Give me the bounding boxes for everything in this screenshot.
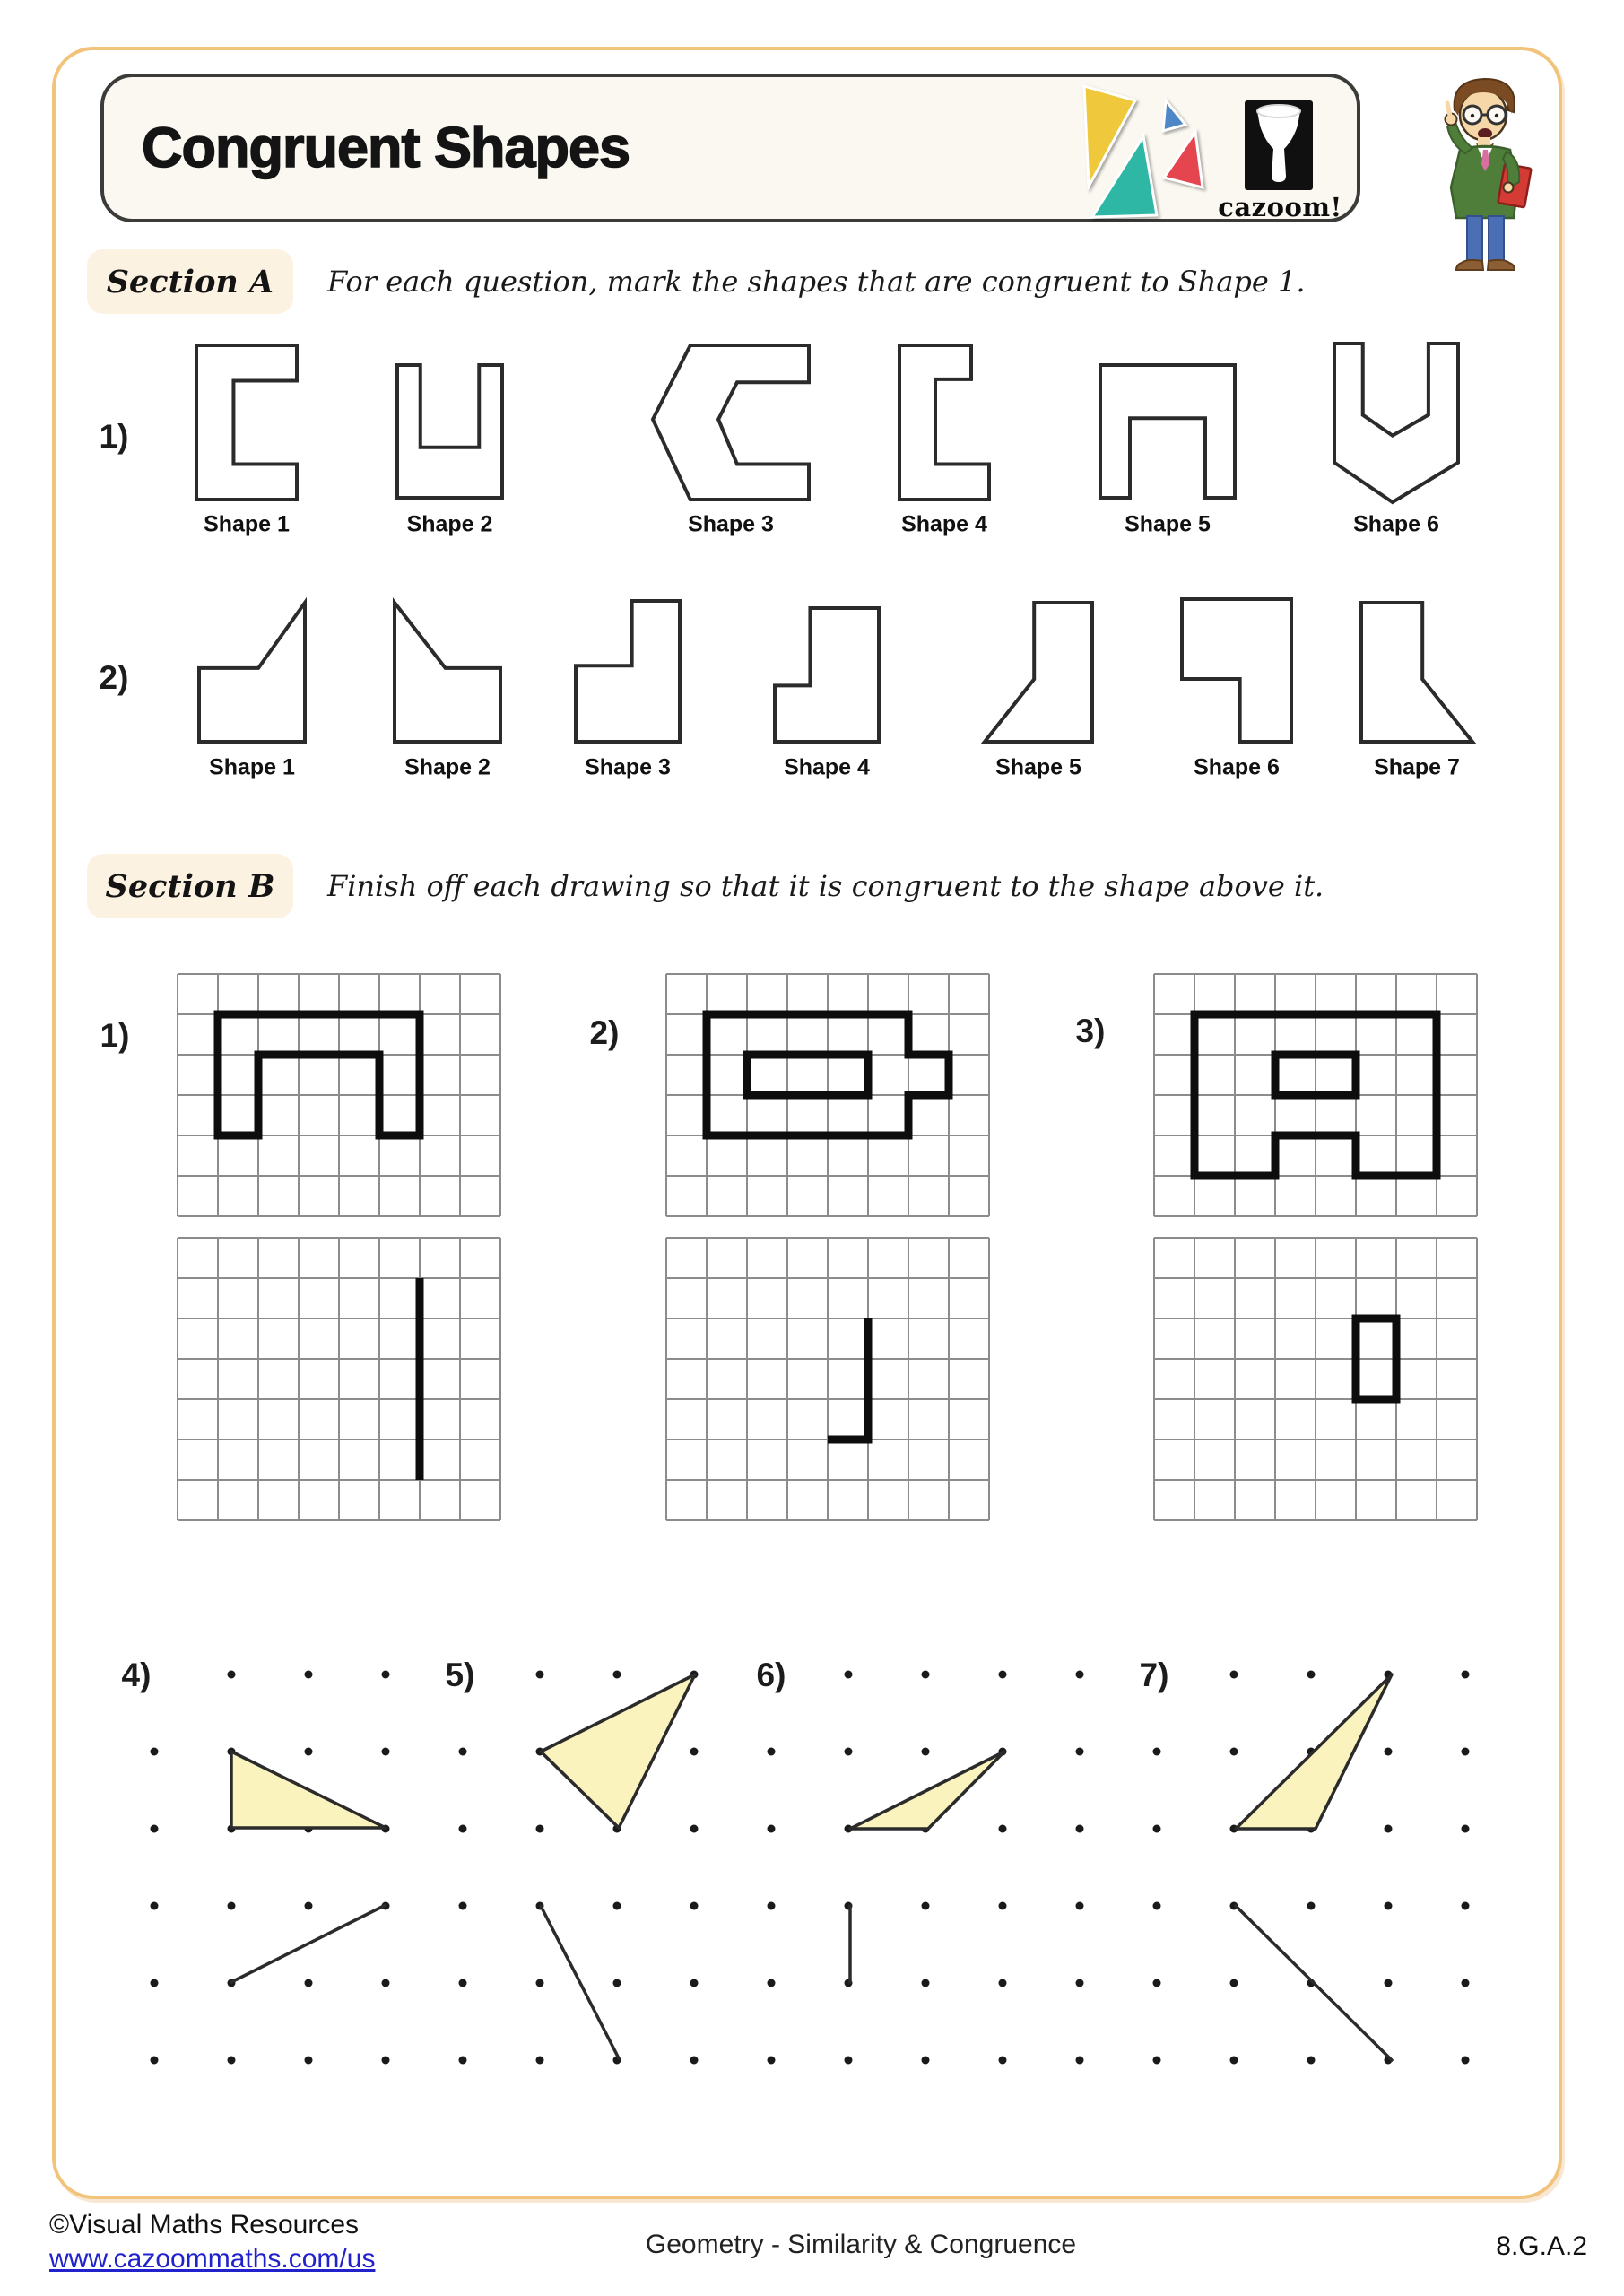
grid-dot bbox=[1385, 1902, 1393, 1910]
grid-dot bbox=[1462, 2057, 1470, 2065]
grid-dot bbox=[1385, 1979, 1393, 1987]
grid-dot bbox=[151, 2057, 159, 2065]
grid-dot bbox=[151, 1902, 159, 1910]
partial-segment[interactable] bbox=[231, 1905, 386, 1982]
triangle-shape bbox=[231, 1752, 386, 1828]
question-number: 2) bbox=[99, 659, 129, 696]
grid-dot bbox=[768, 1825, 776, 1833]
shape-label: Shape 5 bbox=[995, 754, 1081, 780]
grid-dot bbox=[305, 1748, 313, 1756]
grid-dot bbox=[1230, 1979, 1238, 1987]
logo-triangles-icon bbox=[1084, 86, 1203, 217]
grid-dot bbox=[1230, 1671, 1238, 1679]
congruence-shape[interactable] bbox=[653, 345, 809, 500]
section-b-instruction: Finish off each drawing so that it is congruent to the shape above it. bbox=[327, 869, 1324, 903]
grid-dot bbox=[382, 2057, 390, 2065]
grid-dot bbox=[690, 1902, 699, 1910]
grid-dot bbox=[536, 1979, 544, 1987]
question-number: 6) bbox=[756, 1657, 786, 1693]
grid-dot bbox=[382, 1979, 390, 1987]
grid-dot bbox=[768, 1748, 776, 1756]
congruence-shape[interactable] bbox=[1361, 603, 1472, 742]
partial-segment[interactable] bbox=[541, 1906, 619, 2058]
grid-dot bbox=[1076, 1825, 1084, 1833]
grid-dot bbox=[1076, 1671, 1084, 1679]
congruence-shape[interactable] bbox=[397, 365, 502, 498]
grid-dot bbox=[228, 2057, 236, 2065]
grid-dot bbox=[613, 1979, 621, 1987]
congruence-shape[interactable] bbox=[1182, 599, 1291, 742]
shape-label: Shape 3 bbox=[688, 511, 774, 537]
grid-dot bbox=[1385, 1825, 1393, 1833]
congruence-shape[interactable] bbox=[196, 345, 297, 500]
grid-dot bbox=[922, 2057, 930, 2065]
shape-label: Shape 5 bbox=[1125, 511, 1211, 537]
grid-dot bbox=[305, 1902, 313, 1910]
grid-dot bbox=[768, 2057, 776, 2065]
grid-dot bbox=[1307, 1671, 1316, 1679]
grid-dot bbox=[305, 1979, 313, 1987]
congruence-shape[interactable] bbox=[1334, 344, 1458, 502]
teacher-illustration bbox=[1446, 79, 1532, 270]
grid-dot bbox=[1462, 1825, 1470, 1833]
question-number: 3) bbox=[1075, 1013, 1106, 1049]
grid-dot bbox=[1076, 1748, 1084, 1756]
question-number: 1) bbox=[99, 418, 129, 455]
brand-wordmark: cazoom! bbox=[1218, 192, 1342, 222]
page-title: Congruent Shapes bbox=[142, 117, 630, 179]
grid-dot bbox=[459, 2057, 467, 2065]
square-grid[interactable] bbox=[178, 1238, 500, 1520]
question-number: 5) bbox=[445, 1657, 475, 1693]
triangle-shape bbox=[1236, 1674, 1392, 1829]
grid-dot bbox=[1462, 1902, 1470, 1910]
congruence-shape[interactable] bbox=[1100, 365, 1235, 498]
question-number: 4) bbox=[121, 1657, 152, 1693]
grid-dot bbox=[1230, 1748, 1238, 1756]
grid-dot bbox=[999, 1979, 1007, 1987]
grid-dot bbox=[922, 1671, 930, 1679]
grid-dot bbox=[999, 2057, 1007, 2065]
section-a-instruction: For each question, mark the shapes that are congruent to Shape 1. bbox=[327, 265, 1306, 299]
grid-dot bbox=[845, 1748, 853, 1756]
grid-dot bbox=[1153, 1902, 1161, 1910]
question-number: 1) bbox=[100, 1017, 130, 1054]
grid-dot bbox=[1153, 1748, 1161, 1756]
grid-dot bbox=[459, 1979, 467, 1987]
grid-dot bbox=[228, 1902, 236, 1910]
partial-segment[interactable] bbox=[1236, 1906, 1392, 2060]
grid-dot bbox=[151, 1825, 159, 1833]
grid-dot bbox=[1076, 2057, 1084, 2065]
congruence-shape[interactable] bbox=[576, 601, 680, 742]
grid-dot bbox=[768, 1979, 776, 1987]
grid-dot bbox=[1153, 1825, 1161, 1833]
shape-label: Shape 4 bbox=[784, 754, 870, 780]
grid-dot bbox=[536, 2057, 544, 2065]
shape-label: Shape 6 bbox=[1194, 754, 1280, 780]
question-number: 2) bbox=[589, 1014, 620, 1051]
shape-label: Shape 1 bbox=[209, 754, 295, 780]
grid-dot bbox=[1230, 2057, 1238, 2065]
grid-dot bbox=[999, 1671, 1007, 1679]
grid-dot bbox=[922, 1748, 930, 1756]
square-grid[interactable] bbox=[1154, 1238, 1477, 1520]
shape-label: Shape 7 bbox=[1374, 754, 1460, 780]
grid-dot bbox=[459, 1825, 467, 1833]
grid-dot bbox=[1153, 1979, 1161, 1987]
grid-dot bbox=[1076, 1979, 1084, 1987]
section-b-label: Section B bbox=[87, 854, 293, 918]
grid-shape[interactable] bbox=[218, 1014, 420, 1135]
grid-dot bbox=[305, 1671, 313, 1679]
grid-dot bbox=[382, 1748, 390, 1756]
grid-dot bbox=[768, 1902, 776, 1910]
grid-dot bbox=[845, 2057, 853, 2065]
grid-dot bbox=[459, 1902, 467, 1910]
grid-dot bbox=[382, 1671, 390, 1679]
shape-label: Shape 1 bbox=[204, 511, 290, 537]
shape-label: Shape 4 bbox=[901, 511, 987, 537]
shape-label: Shape 2 bbox=[404, 754, 491, 780]
grid-dot bbox=[613, 1671, 621, 1679]
grid-partial-drawing[interactable] bbox=[828, 1318, 868, 1439]
congruence-shape[interactable] bbox=[775, 608, 879, 742]
grid-dot bbox=[1462, 1748, 1470, 1756]
grid-dot bbox=[536, 1825, 544, 1833]
grid-dot bbox=[690, 2057, 699, 2065]
congruence-shape[interactable] bbox=[199, 603, 305, 742]
triangle-shape bbox=[541, 1674, 695, 1828]
grid-dot bbox=[1153, 2057, 1161, 2065]
grid-dot bbox=[845, 1671, 853, 1679]
grid-dot bbox=[151, 1748, 159, 1756]
grid-dot bbox=[999, 1902, 1007, 1910]
grid-dot bbox=[690, 1748, 699, 1756]
grid-dot bbox=[151, 1979, 159, 1987]
grid-dot bbox=[1307, 2057, 1316, 2065]
grid-dot bbox=[1462, 1671, 1470, 1679]
grid-dot bbox=[1385, 1748, 1393, 1756]
grid-dot bbox=[1307, 1902, 1316, 1910]
section-a-label: Section A bbox=[87, 249, 293, 314]
footer-copyright: ©Visual Maths Resources bbox=[49, 2210, 360, 2239]
shape-label: Shape 2 bbox=[406, 511, 493, 537]
grid-dot bbox=[536, 1671, 544, 1679]
footer-standard-code: 8.G.A.2 bbox=[1496, 2231, 1587, 2261]
shape-label: Shape 6 bbox=[1353, 511, 1439, 537]
congruence-shape[interactable] bbox=[395, 603, 500, 742]
shape-label: Shape 3 bbox=[585, 754, 671, 780]
question-number: 7) bbox=[1139, 1657, 1169, 1693]
grid-dot bbox=[305, 2057, 313, 2065]
grid-dot bbox=[999, 1825, 1007, 1833]
footer-url-link[interactable]: www.cazoommaths.com/us bbox=[49, 2244, 376, 2274]
grid-shape[interactable] bbox=[747, 1055, 868, 1095]
grid-dot bbox=[690, 1979, 699, 1987]
triangle-shape bbox=[850, 1752, 1004, 1829]
grid-dot bbox=[228, 1671, 236, 1679]
grid-dot bbox=[922, 1902, 930, 1910]
square-grid[interactable] bbox=[666, 1238, 989, 1520]
grid-dot bbox=[1076, 1902, 1084, 1910]
grid-dot bbox=[459, 1748, 467, 1756]
grid-dot bbox=[690, 1825, 699, 1833]
grid-dot bbox=[613, 1902, 621, 1910]
congruence-shape[interactable] bbox=[985, 603, 1092, 742]
grid-dot bbox=[922, 1979, 930, 1987]
footer-topic: Geometry - Similarity & Congruence bbox=[645, 2230, 1077, 2259]
cazoom-drum-icon bbox=[1245, 100, 1313, 190]
congruence-shape[interactable] bbox=[899, 345, 989, 500]
grid-dot bbox=[1462, 1979, 1470, 1987]
